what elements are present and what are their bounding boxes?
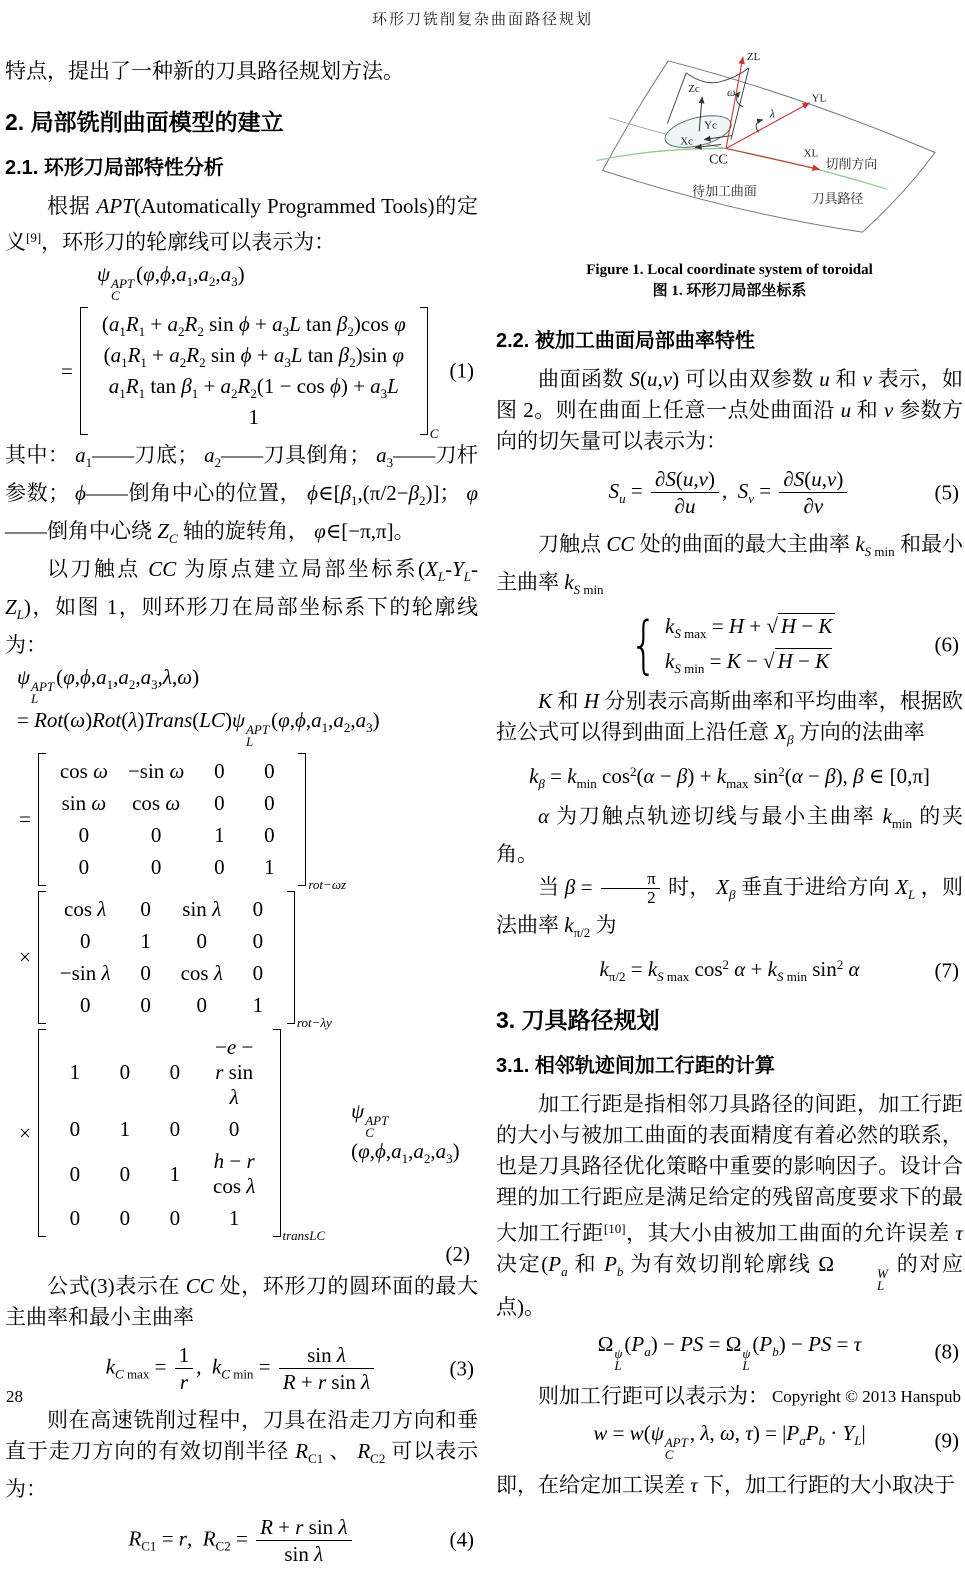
matrix-cell: 0 — [119, 1206, 131, 1230]
paragraph-tau: 即，在给定加工误差 τ 下，加工行距的大小取决于 — [496, 1472, 956, 1497]
paragraph-eq4-intro: 则在高速铣削过程中，刀具在沿走刀方向和垂直于走刀方向的有效切削半径 $R_{C1}$ 、 $R_{C2}$ 可以表示为： — [5, 1407, 479, 1501]
label-yl: YL — [811, 92, 827, 105]
label-zl: ZL — [746, 50, 761, 63]
equals-sign: = — [19, 807, 31, 831]
paragraph-gauss-mean: K 和 H 分别表示高斯曲率和平均曲率，根据欧拉公式可以得到曲面上沿任意 $X_\beta$ 方向的法曲率 — [496, 688, 964, 747]
equation-2-matrix-trans — [19, 1029, 478, 1243]
equation-4 — [5, 1514, 478, 1568]
matrix-cell: 0 — [69, 1161, 81, 1186]
matrix-cell: 0 — [79, 929, 91, 953]
section-heading-2-2: 2.2. 被加工曲面局部曲率特性 — [496, 330, 755, 352]
matrix-cell: 0 — [264, 791, 275, 815]
matrix-cell: ($a_1R_1 + a_2R_2$ $\sin \phi + a_3L$ $\tan \beta_2)\cos$ φ — [101, 312, 406, 339]
matrix-cell: 0 — [140, 993, 151, 1017]
matrix-cell: h − r cos λ — [213, 1149, 256, 1198]
matrix-cell: cos λ — [180, 961, 223, 985]
equation-6-line2: $k_{S min} = K$ − √ H − K — [665, 649, 832, 677]
matrix-cell: 0 — [150, 855, 162, 879]
equation-1-head: ψ APT C $(\varphi,\phi,a_1,a_2,a_3)$ — [97, 262, 245, 303]
left-brace: { — [629, 608, 658, 682]
matrix-cell: 0 — [79, 993, 91, 1017]
equation-2-matrix-rot-wz — [19, 753, 478, 892]
label-cc: CC — [709, 152, 728, 168]
label-xc: Xc — [680, 135, 693, 148]
matrix-cell: 0 — [119, 1060, 131, 1084]
label-surface: 待加工曲面 — [692, 183, 757, 199]
matrix-cell: 0 — [196, 993, 207, 1017]
matrix-cell: 0 — [150, 823, 162, 847]
right-column — [496, 44, 963, 1501]
matrix-cell: 0 — [69, 1206, 81, 1230]
paragraph-surface-function: 曲面函数 S(u,v) 可以由双参数 u 和 v 表示，如图 2。则在曲面上任意一点处曲面沿 u 和 v 参数方向的切矢量可以表示为： — [496, 367, 964, 453]
cutter-left-edge — [667, 73, 686, 124]
equation-5-body: $S_u$ = $\frac{\partial S(u,v)}{\partial u}$ , $S_v$ = $\frac{\partial S(u,v)}{\partial v}$ — [609, 466, 851, 520]
paragraph-stepover: 加工行距是指相邻刀具路径的间距，加工行距的大小与被加工曲面的表面精度有着必然的联系，也是刀具路径优化策略中重要的影响因子。设计合理的加工行距应是满足给定的残留高度要求下的最大加工行距[10]，其大小由被加工曲面的允许误差 τ 决定($P_a$ 和 $P_b$ 为有效切削轮廓线 Ω W L 的对应点)。 — [496, 1091, 964, 1319]
equation-2-matrix-rot-ly — [19, 891, 478, 1030]
matrix-cell: cos ω — [132, 791, 181, 815]
matrix-cell: 0 — [214, 759, 225, 783]
matrix-rot-ly-subscript: rot−λy — [296, 1015, 332, 1030]
matrix-cell: 1 — [214, 823, 225, 847]
label-cut-direction: 切削方向 — [825, 156, 878, 172]
matrix-trans-lc-subscript: transLC — [282, 1228, 326, 1243]
matrix-cell: 0 — [140, 897, 151, 921]
section-heading-2: 2. 局部铣削曲面模型的建立 — [5, 109, 284, 135]
matrix-1-subscript: C — [429, 426, 439, 441]
equation-8-number: (8) — [934, 1339, 959, 1363]
matrix-cell: 1 — [228, 1206, 240, 1230]
figure-1-diagram — [496, 44, 962, 256]
matrix-rot-ly — [38, 891, 332, 1030]
matrix-cell: 0 — [214, 855, 225, 879]
matrix-cell: 1 — [248, 405, 260, 429]
paragraph-local-frame: 以刀触点 CC 为原点建立局部坐标系$(X_L-Y_L-Z_L)$，如图 1，则环形刀在局部坐标系下的轮廓线为： — [5, 557, 478, 657]
equation-4-body: $R_{C1} = r$, $R_{C2}$ = $\frac{\text{R + r sin λ}}{\text{sin λ}}$ — [128, 1514, 354, 1568]
equation-1 — [5, 262, 478, 441]
equation-kbeta — [496, 764, 963, 792]
equation-9-number: (9) — [934, 1428, 959, 1452]
label-zc: Zc — [688, 82, 700, 95]
equation-7-body: $k_{\pi/2} = k_{S max}$ $\cos^2 \alpha + k_{S min}$ $\sin^2 \alpha$ — [599, 956, 860, 984]
paragraph-apt: 根据 APT(Automatically Programmed Tools)的定义[9]，环形刀的轮廓线可以表示为： — [5, 194, 478, 254]
matrix-cell: 1 — [119, 1117, 131, 1141]
matrix-cell: 1 — [140, 929, 151, 953]
matrix-cell: cos λ — [64, 897, 107, 921]
matrix-cell: 0 — [252, 929, 264, 953]
cutter-right-edge — [731, 68, 749, 140]
equation-2-tail: ψ APT C $(\varphi,\phi,a_1,a_2,a_3)$ — [351, 1099, 460, 1166]
matrix-cell: 1 — [264, 855, 275, 879]
equation-2-line2: = Rot(ω)Rot(λ)Trans(LC)ψ APT L $(\varphi,\phi,a_1,a_2,a_3)$ — [17, 708, 380, 749]
equation-6 — [496, 608, 963, 682]
copyright-notice: Copyright © 2013 Hanspub — [771, 1387, 961, 1406]
matrix-cell: 1 — [69, 1060, 81, 1084]
paragraph-intro: 特点，提出了一种新的刀具路径规划方法。 — [5, 59, 404, 83]
matrix-cell: 1 — [252, 993, 264, 1017]
figure-1-caption-en: Figure 1. Local coordinate system of toroidal — [586, 262, 873, 278]
equation-5 — [496, 466, 963, 520]
equation-3-number: (3) — [449, 1356, 474, 1381]
paragraph-where: 其中： $a_1——$刀底； $a_2——$刀具倒角； $a_3——$刀杆参数； ϕ——倒角中心的位置， $\phi\in[\beta_1,(\pi/2-\beta_2)]$； φ——倒角中心绕 $Z_C$ 轴的旋转角， φ∈[−π,π]。 — [5, 443, 479, 546]
equation-kbeta-body: $k_\beta = k_{min}$ $\cos^2(\alpha - \beta) + k_{max}$ $\sin^2(\alpha - \beta)$, β ∈ [0,π] — [529, 763, 930, 791]
section-heading-2-1: 2.1. 环形刀局部特性分析 — [5, 157, 224, 179]
equation-2-head: ψ APT L $(\varphi,\phi,a_1,a_2,a_3,\lambda,\omega)$ — [17, 665, 200, 706]
equation-1-number: (1) — [449, 358, 474, 383]
matrix-cell: 0 — [69, 1117, 81, 1141]
bracket-right — [420, 307, 428, 435]
matrix-cell: 0 — [169, 1060, 181, 1084]
matrix-cell: 0 — [264, 823, 275, 847]
matrix-1-rows — [88, 307, 420, 435]
matrix-rot-wz-cells — [46, 753, 299, 886]
matrix-cell: 1 — [169, 1161, 181, 1186]
equation-2-number: (2) — [445, 1242, 470, 1266]
label-yc: Yc — [704, 119, 717, 132]
equation-7-number: (7) — [934, 958, 959, 982]
matrix-cell: −sin ω — [127, 759, 185, 783]
matrix-cell: sin ω — [61, 791, 107, 815]
page-number: 28 — [6, 1387, 23, 1406]
matrix-cell: 0 — [228, 1117, 240, 1141]
equation-2 — [5, 665, 478, 1267]
matrix-cell: 0 — [196, 929, 207, 953]
bracket-left — [38, 891, 46, 1024]
matrix-cell: 0 — [214, 791, 225, 815]
matrix-trans-lc — [38, 1029, 326, 1243]
matrix-cell: 0 — [119, 1161, 131, 1186]
equation-6-number: (6) — [934, 632, 959, 657]
section-heading-3-1: 3.1. 相邻轨迹间加工行距的计算 — [496, 1054, 775, 1077]
paragraph-curvature: 刀触点 CC 处的曲面的最大主曲率 $k_{S min}$ 和最小主曲率 $k_{S min}$ — [496, 531, 964, 597]
equation-6-line1: $k_{S max} = H$ + √ H − K — [665, 614, 835, 642]
left-column — [5, 56, 478, 1576]
label-xl: XL — [803, 147, 819, 160]
matrix-rot-ly-cells — [46, 891, 287, 1024]
label-tool-path: 刀具路径 — [811, 191, 864, 207]
matrix-cell: 0 — [78, 855, 90, 879]
equation-7 — [496, 957, 963, 985]
matrix-cell: ($a_1R_1 + a_2R_2$ $\sin \phi + a_3L$ $\tan \beta_2)\sin$ φ — [103, 343, 405, 370]
matrix-cell: 0 — [264, 759, 275, 783]
label-omega: ω — [727, 84, 736, 99]
matrix-cell: $a_1R_1$ $\tan \beta_1 + a_2R_2(1 - \cos \phi) + a_3L$ — [108, 374, 399, 401]
matrix-1 — [80, 307, 439, 441]
figure-1-caption-zh: 图 1. 环形刀局部坐标系 — [652, 283, 807, 299]
matrix-rot-wz — [38, 753, 347, 892]
matrix-cell: 0 — [169, 1117, 181, 1141]
equation-4-number: (4) — [449, 1527, 474, 1552]
bracket-left — [80, 307, 88, 435]
paragraph-eq3-intro: 公式(3)表示在 CC 处，环形刀的圆环面的最大主曲率和最小主曲率 — [5, 1274, 478, 1329]
matrix-cell: cos ω — [59, 759, 108, 783]
section-heading-3: 3. 刀具路径规划 — [496, 1006, 660, 1033]
times-sign: × — [19, 945, 31, 969]
equation-9 — [496, 1421, 963, 1461]
equation-3 — [5, 1342, 478, 1396]
matrix-cell: −e − r sin λ — [215, 1035, 254, 1109]
figure-1-caption — [496, 260, 963, 302]
cases-group — [624, 608, 836, 682]
bracket-right — [273, 1029, 281, 1237]
matrix-trans-lc-cells — [46, 1029, 273, 1237]
equation-5-number: (5) — [934, 480, 959, 505]
equation-1-matrix-row — [61, 307, 478, 441]
bracket-right — [298, 753, 306, 886]
equation-8 — [496, 1332, 963, 1372]
matrix-cell: 0 — [252, 961, 264, 985]
matrix-cell: 0 — [252, 897, 264, 921]
matrix-cell: 0 — [169, 1206, 181, 1230]
paragraph-alpha: α 为刀触点轨迹切线与最小主曲率 $k_{min}$ 的夹角。 — [496, 803, 964, 866]
bracket-right — [287, 891, 295, 1024]
page-header-title: 环形刀铣削复杂曲面路径规划 — [371, 12, 593, 28]
matrix-cell: sin λ — [182, 897, 222, 921]
equation-9-body: w = w(ψ APT C , λ, ω, $\tau) = |P_aP_b \cdot Y_L|$ — [593, 1420, 866, 1462]
matrix-cell: −sin λ — [59, 961, 111, 985]
equation-8-body: Ω ψ L $(P_a)$ − PS = Ω ψ L $(P_b)$ − PS = τ — [597, 1331, 862, 1373]
paragraph-w-intro: 则加工行距可以表示为： — [538, 1383, 769, 1408]
matrix-cell: 0 — [78, 823, 90, 847]
matrix-cell: 0 — [140, 961, 151, 985]
times-sign: × — [19, 1120, 31, 1145]
bracket-left — [38, 1029, 46, 1237]
equals-sign: = — [61, 358, 73, 383]
equation-2-number-line — [5, 1242, 478, 1267]
equation-3-body: $k_{C max}$ = $\frac{1}{r}$ , $k_{C min}$ = $\frac{\text{sin λ}}{\text{R + r sin λ}}$ — [106, 1342, 378, 1396]
paragraph-beta: 当 β = $\frac{\pi}{2}$ 时， $X_\beta$ 垂直于进给方向 $X_L$ ，则法曲率 $k_{\pi/2}$ 为 — [496, 868, 964, 940]
bracket-left — [38, 753, 46, 886]
surface-outline — [603, 61, 935, 232]
label-lambda: λ — [769, 106, 775, 121]
matrix-rot-wz-subscript: rot−ωz — [308, 877, 347, 892]
